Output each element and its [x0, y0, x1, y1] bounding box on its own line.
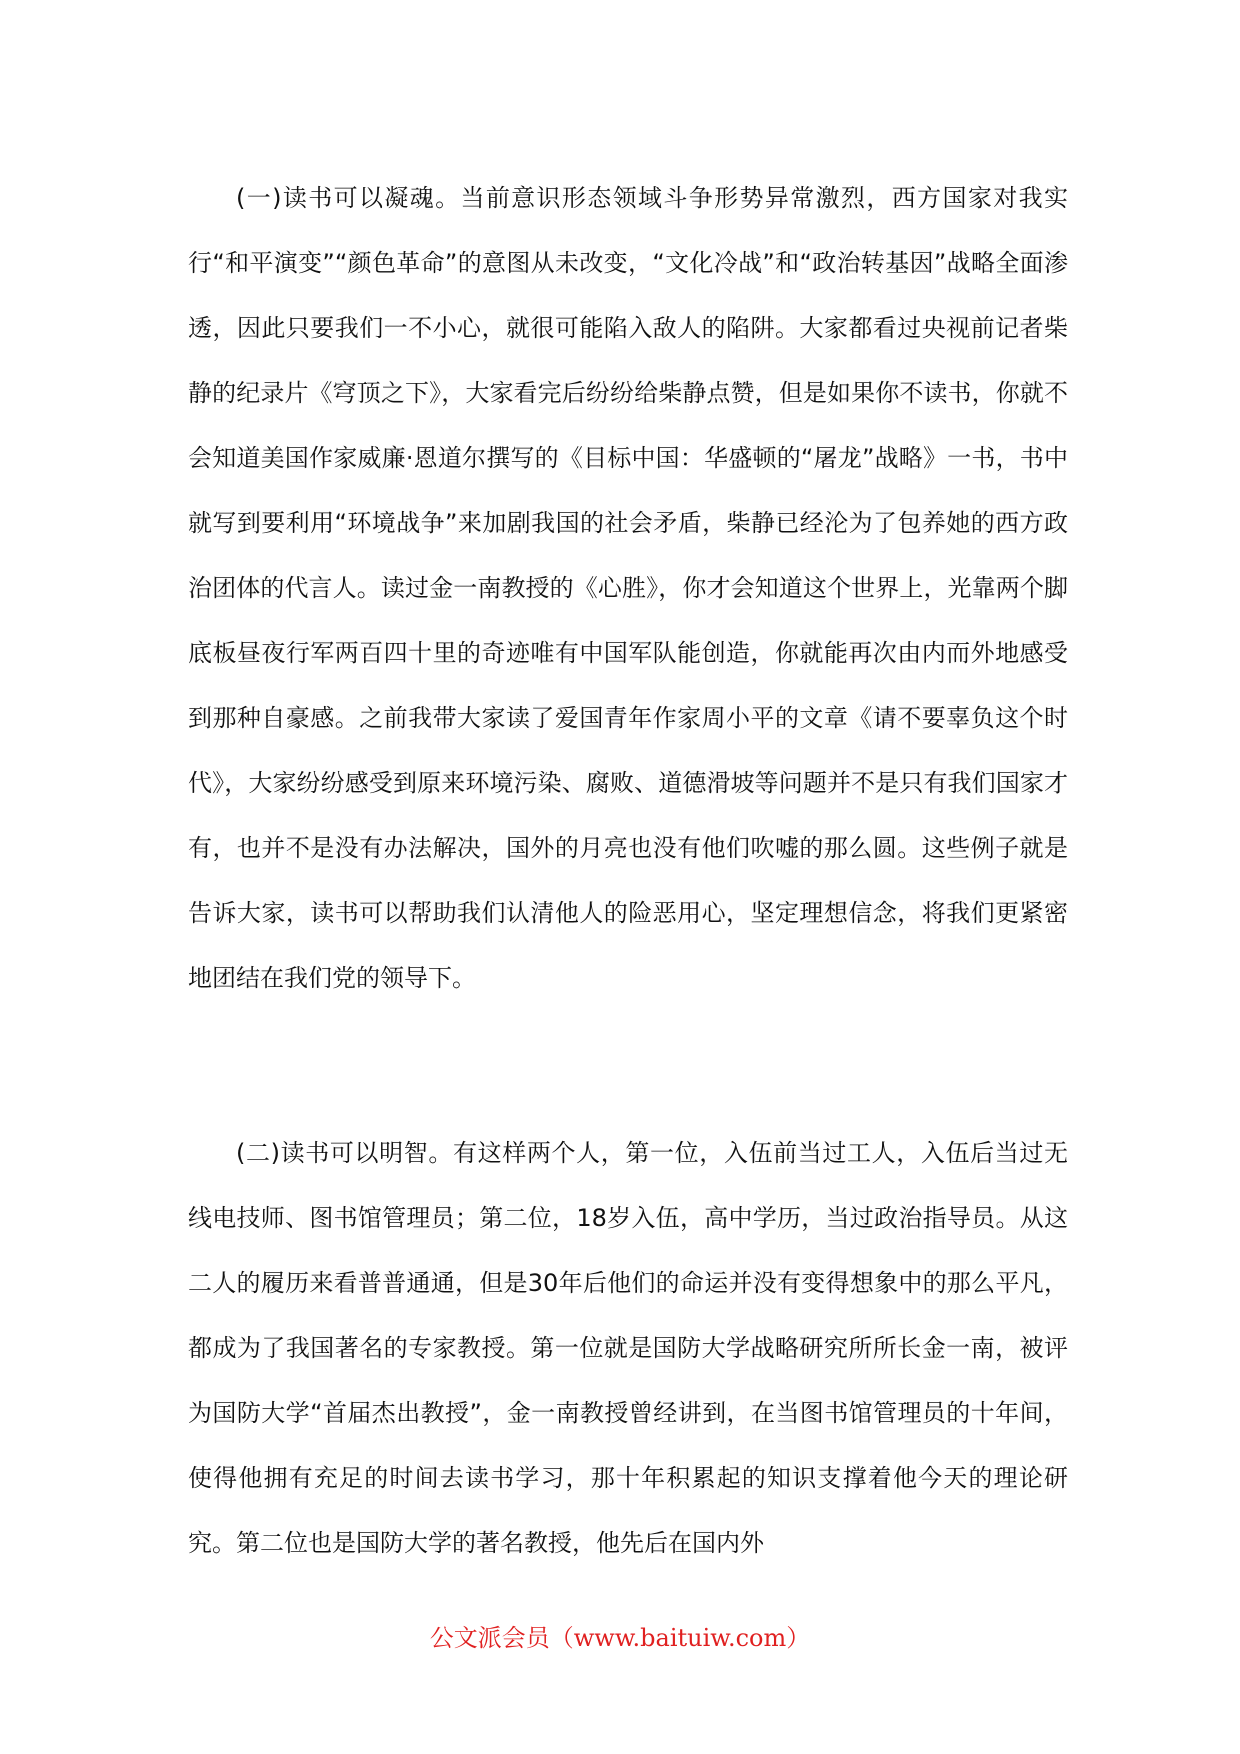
document-body — [188, 166, 1068, 1576]
paragraph-spacer — [188, 1011, 1068, 1121]
paragraph-reading-wisdom: (二)读书可以明智。有这样两个人，第一位，入伍前当过工人，入伍后当过无线电技师、图书馆管理员；第二位，18岁入伍，高中学历，当过政治指导员。从这二人的履历来看普普通通，但是30年后他们的命运并没有变得想象中的那么平凡，都成为了我国著名的专家教授。第一位就是国防大学战略研究所所长金一南，被评为国防大学“首届杰出教授”，金一南教授曾经讲到，在当图书馆管理员的十年间，使得他拥有充足的时间去读书学习，那十年积累起的知识支撑着他今天的理论研究。第二位也是国防大学的著名教授，他先后在国内外 — [188, 1139, 1068, 1557]
footer-url: www.baituiw.com — [573, 1624, 787, 1652]
footer-watermark — [0, 1620, 1240, 1656]
footer-label: 公文派会员（ — [429, 1624, 574, 1652]
paragraph-reading-soul: (一)读书可以凝魂。当前意识形态领域斗争形势异常激烈，西方国家对我实行“和平演变”“颜色革命”的意图从未改变，“文化冷战”和“政治转基因”战略全面渗透，因此只要我们一不小心，就很可能陷入敌人的陷阱。大家都看过央视前记者柴静的纪录片《穹顶之下》，大家看完后纷纷给柴静点赞，但是如果你不读书，你就不会知道美国作家威廉·恩道尔撰写的《目标中国：华盛顿的“屠龙”战略》一书，书中就写到要利用“环境战争”来加剧我国的社会矛盾，柴静已经沦为了包养她的西方政治团体的代言人。读过金一南教授的《心胜》，你才会知道这个世界上，光靠两个脚底板昼夜行军两百四十里的奇迹唯有中国军队能创造，你就能再次由内而外地感受到那种自豪感。之前我带大家读了爱国青年作家周小平的文章《请不要辜负这个时代》，大家纷纷感受到原来环境污染、腐败、道德滑坡等问题并不是只有我们国家才有，也并不是没有办法解决，国外的月亮也没有他们吹嘘的那么圆。这些例子就是告诉大家，读书可以帮助我们认清他人的险恶用心，坚定理想信念，将我们更紧密地团结在我们党的领导下。 — [188, 184, 1068, 992]
footer-close: ） — [786, 1624, 811, 1652]
